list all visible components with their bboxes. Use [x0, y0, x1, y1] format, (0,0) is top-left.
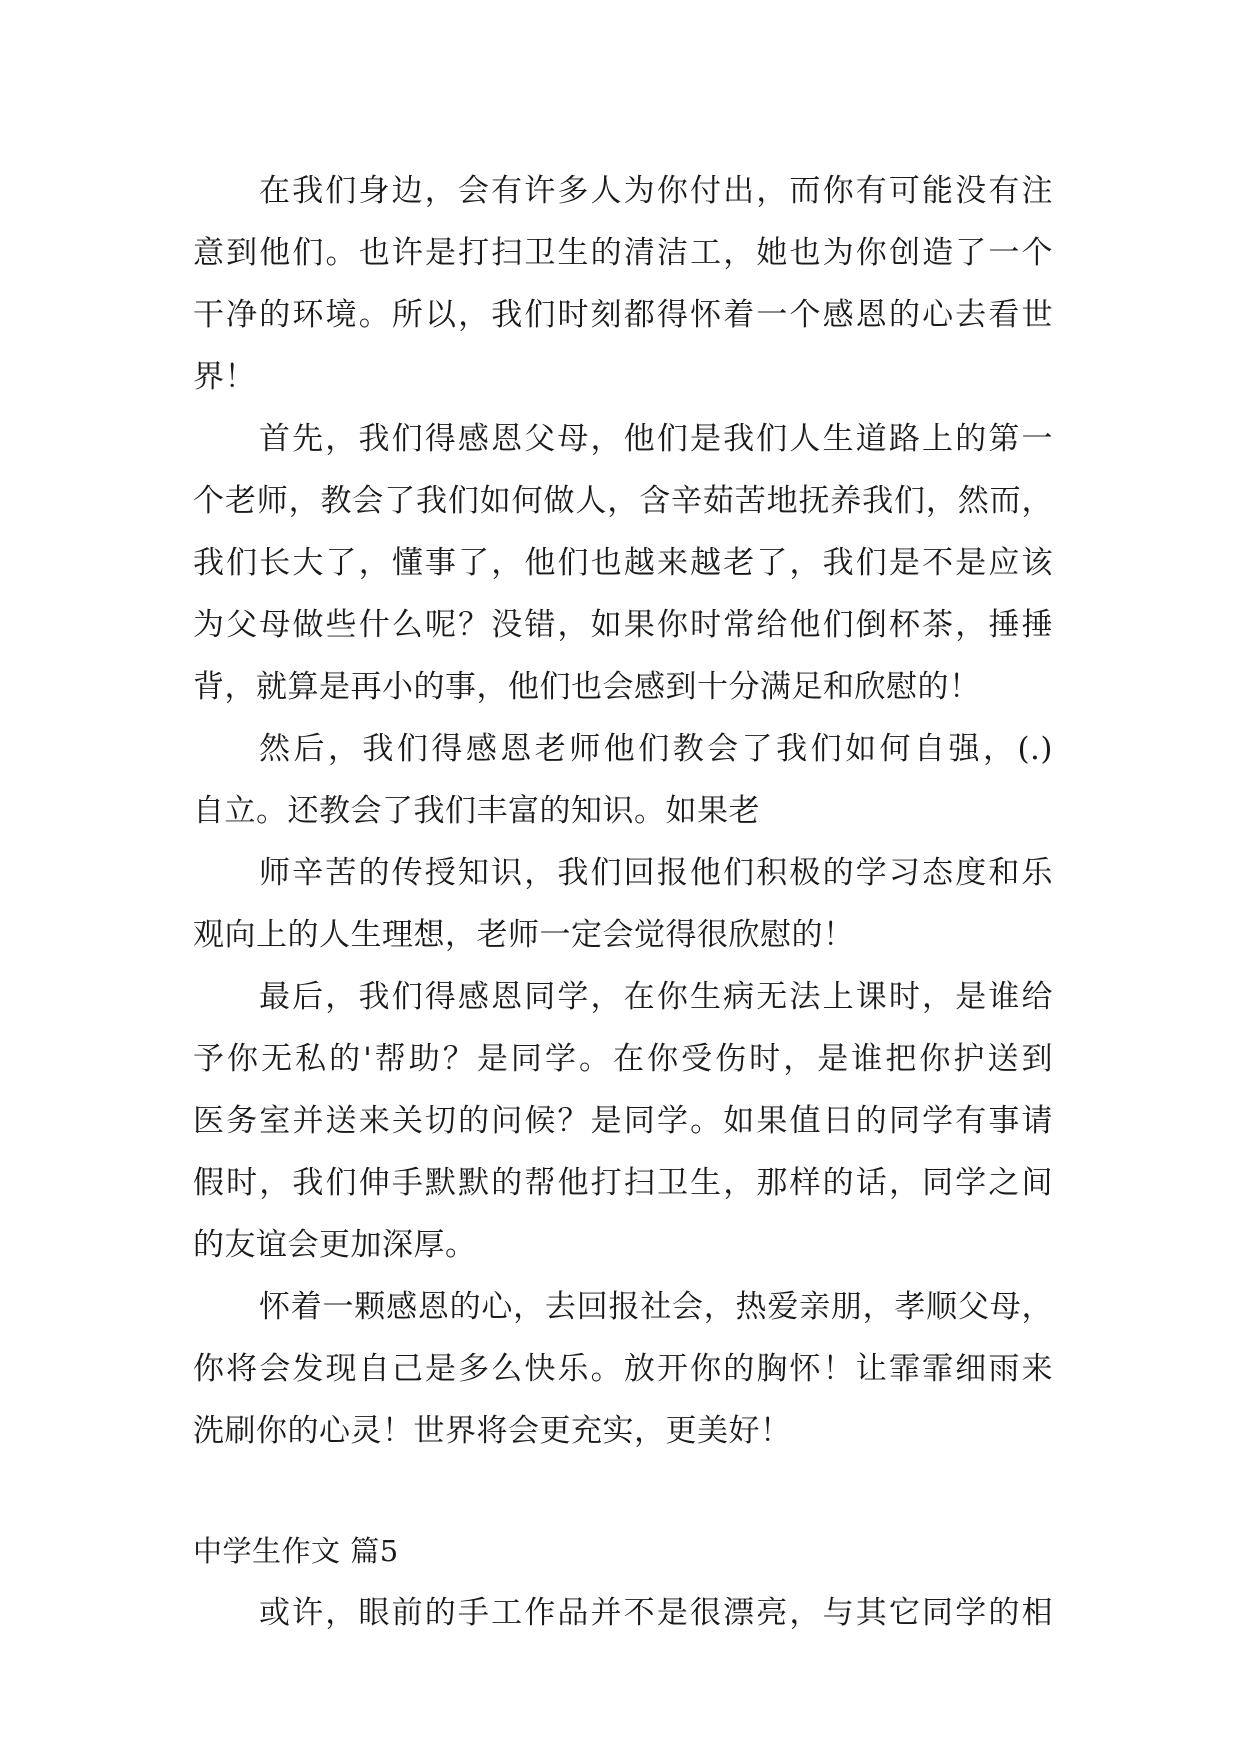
paragraph — [193, 966, 1053, 1276]
text-line: 个老师，教会了我们如何做人，含辛茹苦地抚养我们，然而， — [193, 483, 1053, 519]
text-line: 然后，我们得感恩老师他们教会了我们如何自强，(.) — [259, 731, 1053, 767]
text-line: 意到他们。也许是打扫卫生的清洁工，她也为你创造了一个 — [193, 235, 1053, 271]
paragraph — [193, 842, 1053, 966]
text-line: 怀着一颗感恩的心，去回报社会，热爱亲朋，孝顺父母， — [259, 1289, 1053, 1325]
section-heading: 中学生作文 篇5 — [193, 1534, 399, 1568]
text-line: 洗刷你的心灵！世界将会更充实，更美好！ — [193, 1413, 792, 1449]
text-line: 的友谊会更加深厚。 — [193, 1227, 477, 1263]
text-line: 观向上的人生理想，老师一定会觉得很欣慰的！ — [193, 917, 855, 953]
text-line: 我们长大了，懂事了，他们也越来越老了，我们是不是应该 — [193, 545, 1053, 581]
text-line: 干净的环境。所以，我们时刻都得怀着一个感恩的心去看世 — [193, 297, 1053, 333]
text-line: 为父母做些什么呢？没错，如果你时常给他们倒杯茶，捶捶 — [193, 607, 1053, 643]
text-line: 自立。还教会了我们丰富的知识。如果老 — [193, 793, 760, 829]
text-line: 医务室并送来关切的问候？是同学。如果值日的同学有事请 — [193, 1103, 1053, 1139]
text-line: 师辛苦的传授知识，我们回报他们积极的学习态度和乐 — [259, 855, 1053, 891]
paragraph — [193, 1276, 1053, 1462]
paragraph — [193, 408, 1053, 718]
text-line: 或许，眼前的手工作品并不是很漂亮，与其它同学的相 — [259, 1595, 1053, 1631]
spacer — [193, 1462, 1053, 1520]
text-line: 在我们身边，会有许多人为你付出，而你有可能没有注 — [259, 173, 1053, 209]
text-line: 背，就算是再小的事，他们也会感到十分满足和欣慰的！ — [193, 669, 981, 705]
paragraph — [193, 160, 1053, 408]
text-line: 界！ — [193, 359, 256, 395]
paragraph — [193, 718, 1053, 842]
text-line: 予你无私的'帮助？是同学。在你受伤时，是谁把你护送到 — [193, 1041, 1053, 1077]
document-page — [193, 160, 1053, 1644]
text-line: 你将会发现自己是多么快乐。放开你的胸怀！让霏霏细雨来 — [193, 1351, 1053, 1387]
text-line: 最后，我们得感恩同学，在你生病无法上课时，是谁给 — [259, 979, 1053, 1015]
text-line: 首先，我们得感恩父母，他们是我们人生道路上的第一 — [259, 421, 1053, 457]
paragraph — [193, 1582, 1053, 1644]
text-line: 假时，我们伸手默默的帮他打扫卫生，那样的话，同学之间 — [193, 1165, 1053, 1201]
